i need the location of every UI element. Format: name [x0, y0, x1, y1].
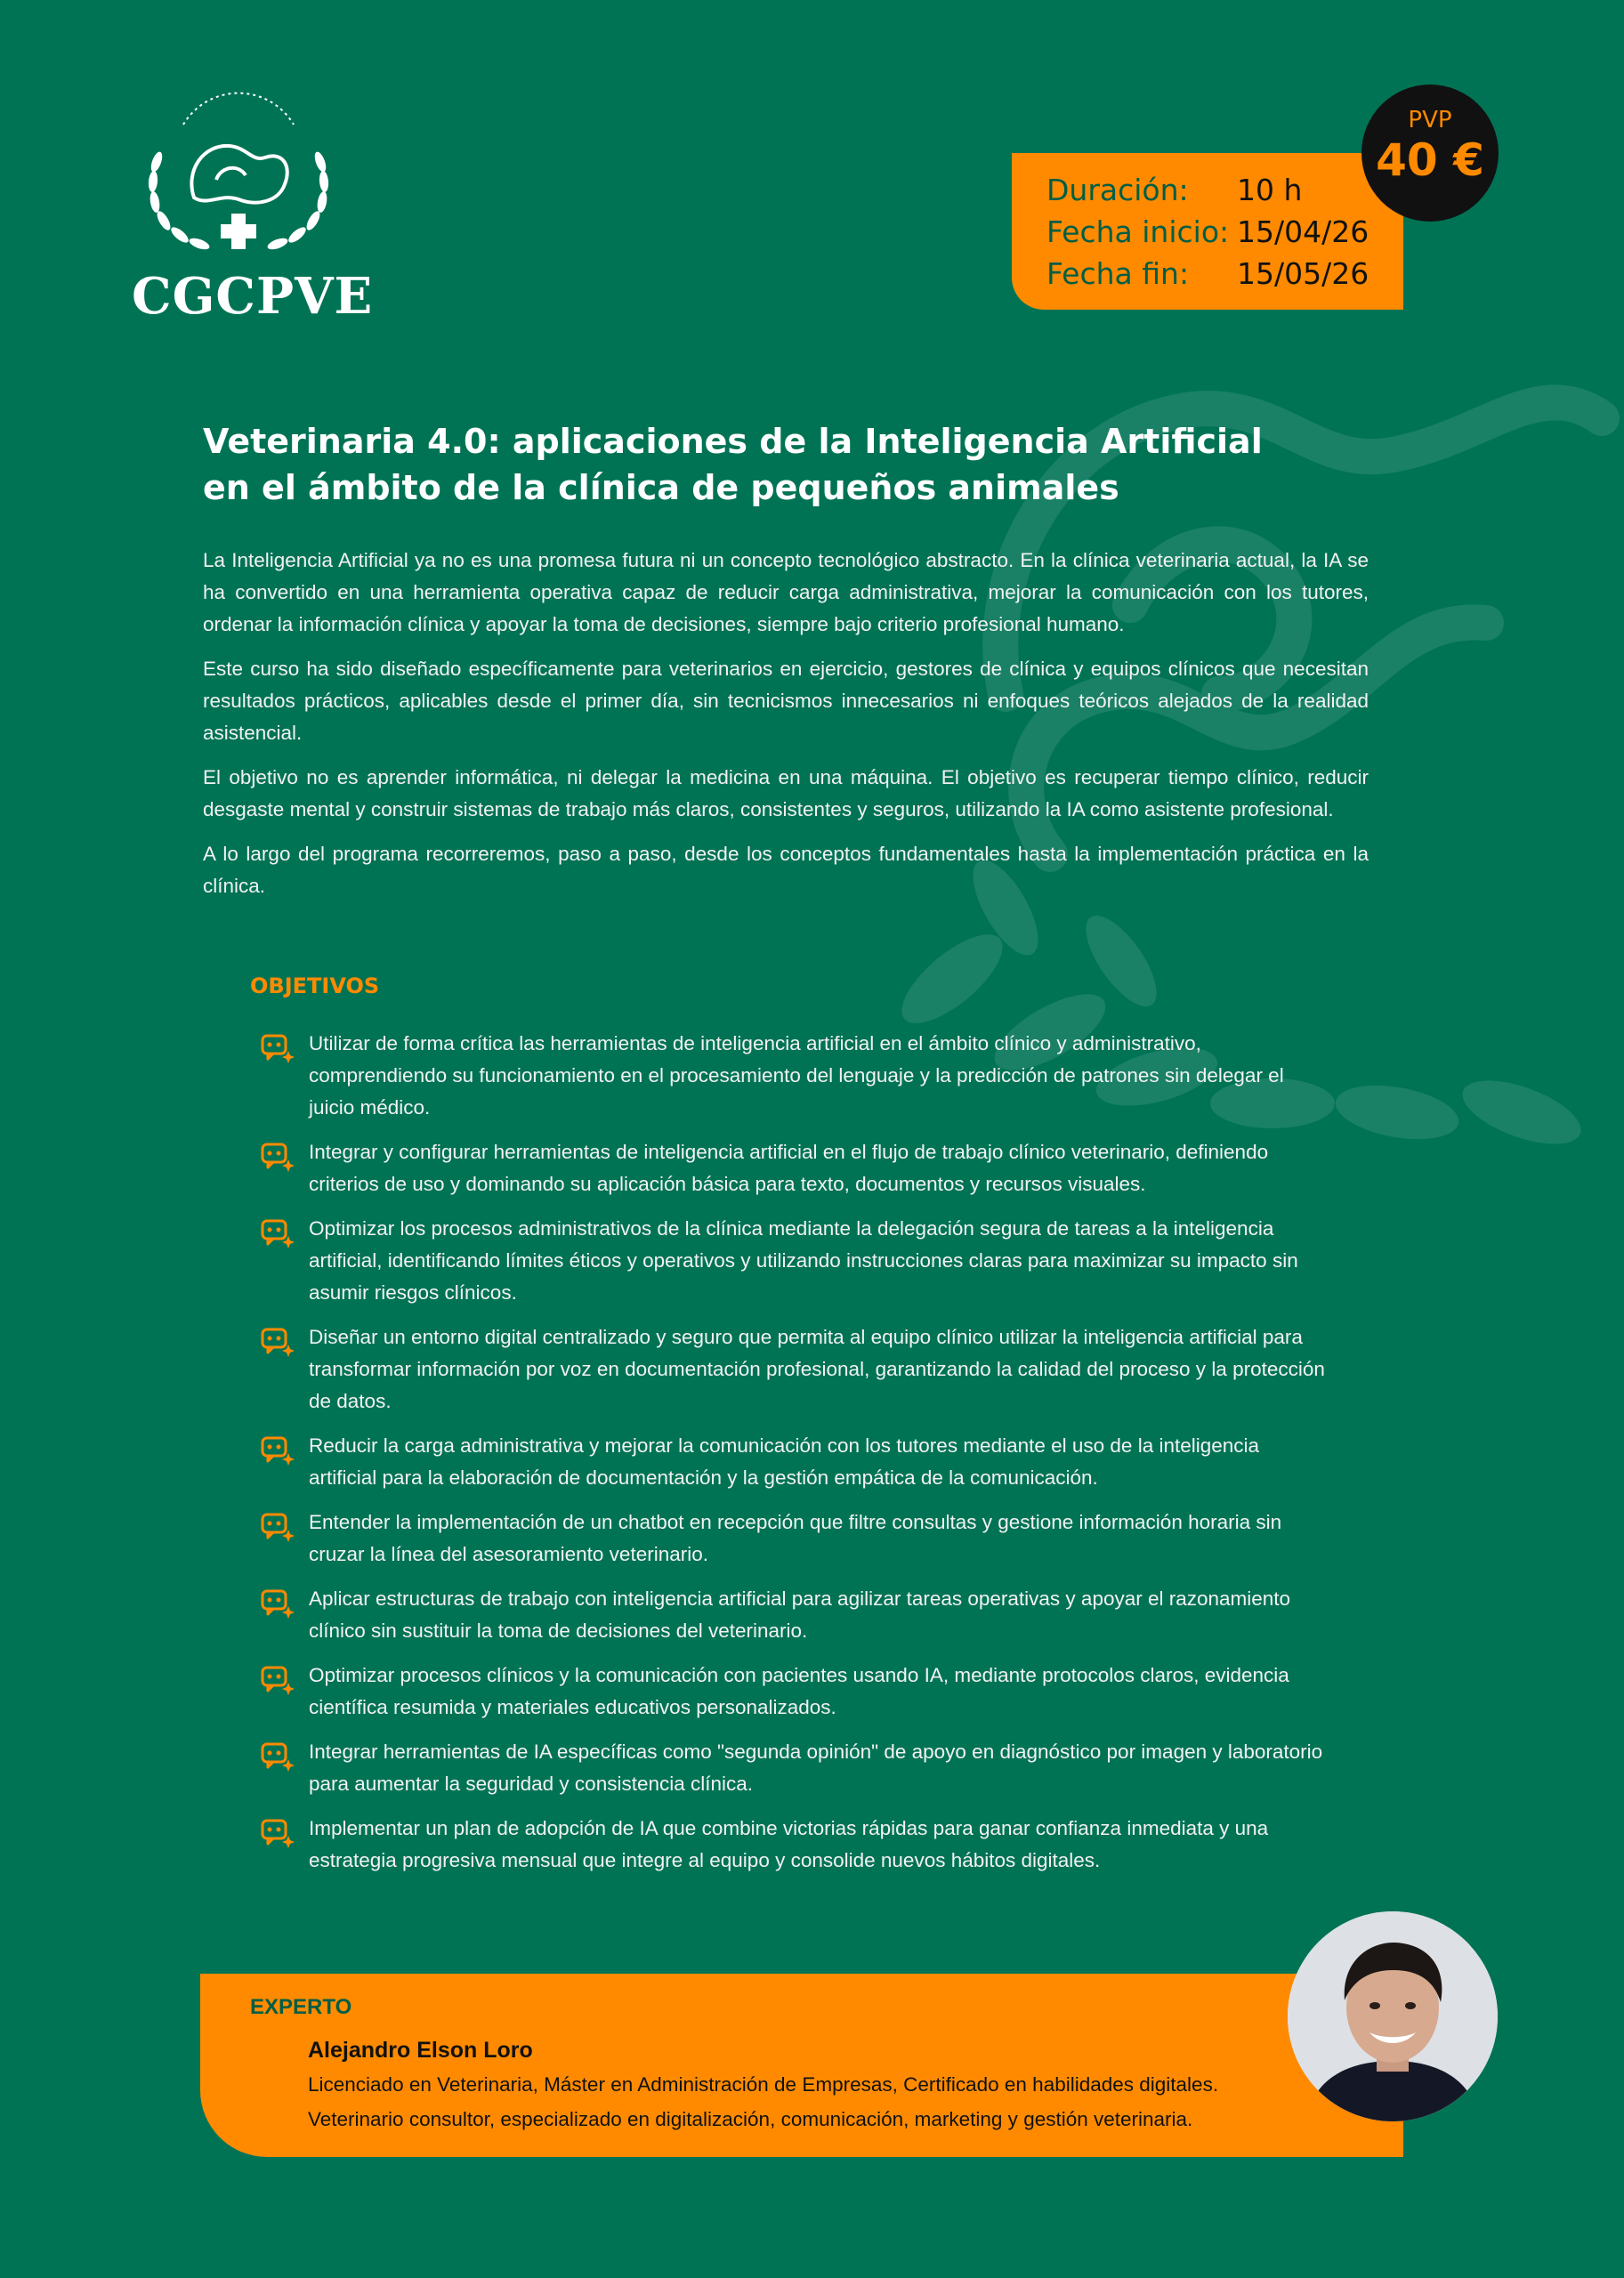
robot-sparkle-icon [260, 1432, 295, 1467]
objective-item [260, 1660, 1328, 1724]
price-amount: 40 € [1376, 134, 1484, 186]
course-introduction [203, 545, 1369, 915]
objective-text: Integrar herramientas de IA específicas como "segunda opinión" de apoyo en diagnóstico por imagen y laboratorio para aumentar la seguridad y consistencia clínica. [309, 1741, 1323, 1795]
course-title-line-2: en el ámbito de la clínica de pequeños animales [203, 468, 1119, 507]
objectives-list [260, 1028, 1328, 1889]
price-badge [1361, 85, 1499, 222]
objective-item [260, 1430, 1328, 1494]
objective-item [260, 1507, 1328, 1571]
robot-sparkle-icon [260, 1508, 295, 1544]
start-date-value: 15/04/26 [1237, 214, 1369, 249]
objective-text: Diseñar un entorno digital centralizado y seguro que permita al equipo clínico utilizar la inteligencia artificial para transformar información por voz en documentación profesional, garantizando la calidad del proceso y la protección de datos. [309, 1326, 1325, 1412]
objective-text: Aplicar estructuras de trabajo con inteligencia artificial para agilizar tareas operativas y apoyar el razonamiento clínico sin sustituir la toma de decisiones del veterinario. [309, 1587, 1291, 1642]
end-date-label: Fecha fin: [1046, 256, 1190, 291]
objective-item [260, 1213, 1328, 1309]
robot-sparkle-icon [260, 1030, 295, 1065]
duration-value: 10 h [1237, 173, 1303, 207]
expert-specialization: Veterinario consultor, especializado en digitalización, comunicación, marketing y gestión veterinaria. [308, 2108, 1193, 2130]
objective-item [260, 1813, 1328, 1877]
robot-sparkle-icon [260, 1814, 295, 1850]
objective-item [260, 1136, 1328, 1200]
expert-photo [1288, 1911, 1498, 2121]
objectives-heading: OBJETIVOS [250, 973, 380, 998]
objective-text: Entender la implementación de un chatbot en recepción que filtre consultas y gestione información horaria sin cruzar la línea del asesoramiento veterinario. [309, 1511, 1282, 1565]
objective-text: Utilizar de forma crítica las herramientas de inteligencia artificial en el ámbito clínico y administrativo, comprendiendo su funcionamiento en el procesamiento del lenguaje y la predicción de patrones sin delegar el juicio médico. [309, 1032, 1284, 1119]
expert-name: Alejandro Elson Loro [308, 2038, 533, 2063]
objective-text: Optimizar los procesos administrativos de la clínica mediante la delegación segura de tareas a la inteligencia artificial, identificando límites éticos y operativos y utilizando instrucciones claras para maximizar su impacto sin asumir riesgos clínicos. [309, 1217, 1298, 1304]
objective-item [260, 1028, 1328, 1124]
end-date-value: 15/05/26 [1237, 256, 1369, 291]
expert-box [200, 1974, 1403, 2157]
intro-paragraph: A lo largo del programa recorreremos, paso a paso, desde los conceptos fundamentales hasta la implementación práctica en la clínica. [203, 843, 1369, 897]
duration-label: Duración: [1046, 173, 1189, 207]
expert-heading: EXPERTO [250, 1995, 352, 2019]
logo-wordmark: CGCPVE [132, 267, 374, 326]
objective-item [260, 1736, 1328, 1800]
objective-text: Integrar y configurar herramientas de inteligencia artificial en el flujo de trabajo clínico veterinario, definiendo criterios de uso y dominando su aplicación básica para texto, documentos y recursos visuales. [309, 1141, 1269, 1195]
intro-paragraph: Este curso ha sido diseñado específicamente para veterinarios en ejercicio, gestores de clínica y equipos clínicos que necesitan resultados prácticos, aplicables desde el primer día, sin tecnicismos innecesarios ni enfoques teóricos alejados de la realidad asistencial. [203, 658, 1369, 744]
robot-sparkle-icon [260, 1323, 295, 1359]
course-title-line-1: Veterinaria 4.0: aplicaciones de la Inteligencia Artificial [203, 422, 1263, 461]
objective-text: Optimizar procesos clínicos y la comunicación con pacientes usando IA, mediante protocolos claros, evidencia científica resumida y materiales educativos personalizados. [309, 1664, 1289, 1718]
course-info-box [1012, 153, 1403, 310]
start-date-label: Fecha inicio: [1046, 214, 1230, 249]
cgcpve-logo-emblem [132, 82, 345, 269]
objective-text: Implementar un plan de adopción de IA que combine victorias rápidas para ganar confianza inmediata y una estrategia progresiva mensual que integre al equipo y consolide nuevos hábitos digitales. [309, 1817, 1269, 1871]
robot-sparkle-icon [260, 1585, 295, 1620]
robot-sparkle-icon [260, 1215, 295, 1250]
objective-text: Reducir la carga administrativa y mejorar la comunicación con los tutores mediante el uso de la inteligencia artificial para la elaboración de documentación y la gestión empática de la comunicación. [309, 1434, 1260, 1489]
price-label: PVP [1408, 107, 1452, 133]
objective-item [260, 1321, 1328, 1418]
expert-credentials: Licenciado en Veterinaria, Máster en Administración de Empresas, Certificado en habilidades digitales. [308, 2073, 1219, 2096]
duration-row [1046, 169, 1403, 211]
end-date-row [1046, 253, 1403, 295]
robot-sparkle-icon [260, 1138, 295, 1174]
intro-paragraph: La Inteligencia Artificial ya no es una promesa futura ni un concepto tecnológico abstracto. En la clínica veterinaria actual, la IA se ha convertido en una herramienta operativa capaz de reducir carga administrativa, mejorar la comunicación con los tutores, ordenar la información clínica y apoyar la toma de decisiones, siempre bajo criterio profesional humano. [203, 549, 1369, 635]
course-title [203, 418, 1271, 511]
robot-sparkle-icon [260, 1738, 295, 1773]
objective-item [260, 1583, 1328, 1647]
robot-sparkle-icon [260, 1661, 295, 1697]
expert-portrait-illustration [1288, 1911, 1498, 2121]
intro-paragraph: El objetivo no es aprender informática, ni delegar la medicina en una máquina. El objetivo es recuperar tiempo clínico, reducir desgaste mental y construir sistemas de trabajo más claros, consistentes y seguros, utilizando la IA como asistente profesional. [203, 766, 1369, 820]
start-date-row [1046, 211, 1403, 253]
